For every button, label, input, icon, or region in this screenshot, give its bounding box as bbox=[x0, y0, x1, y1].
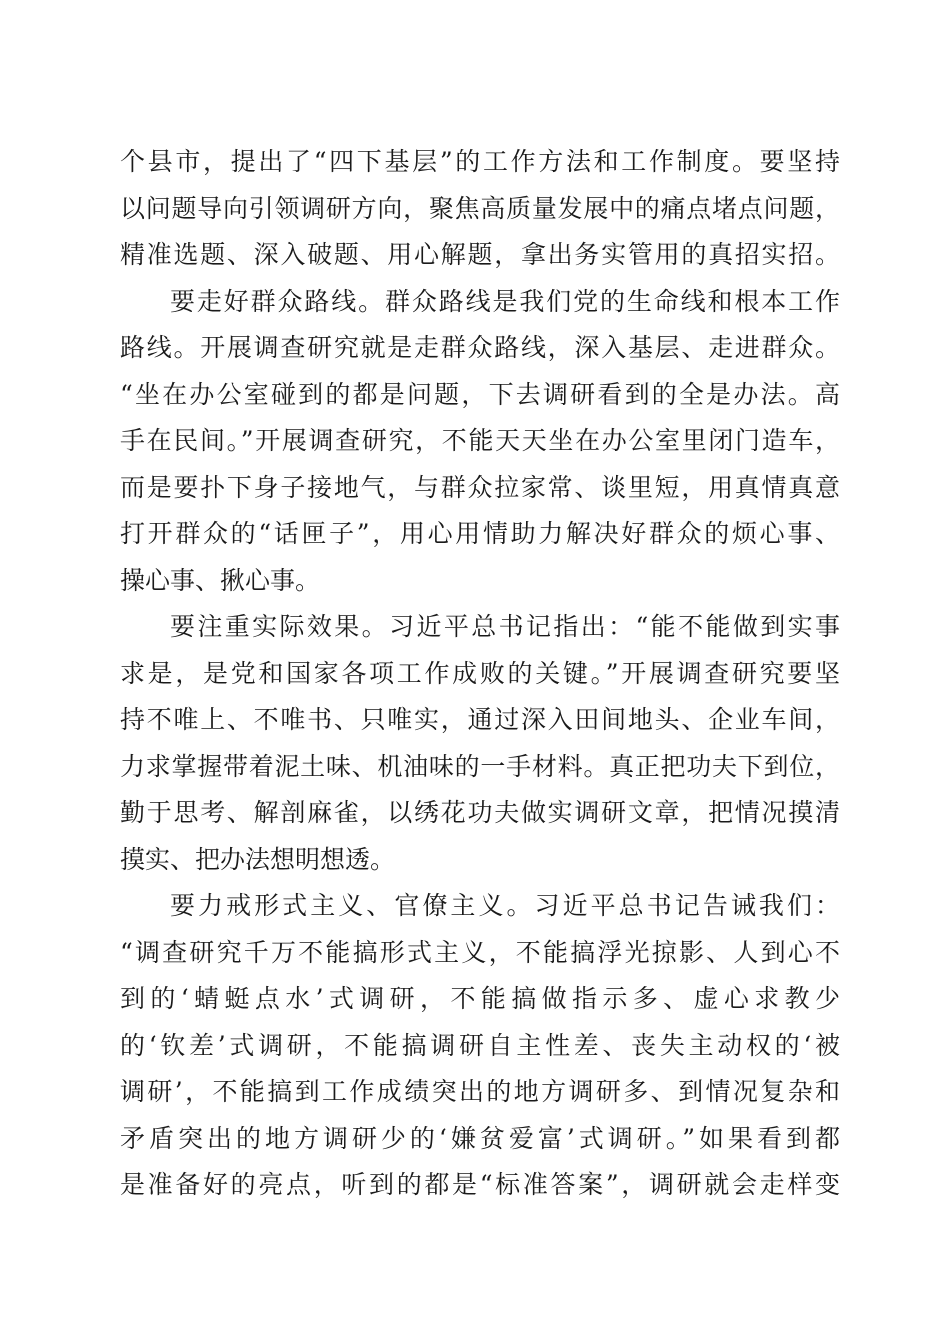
text-line: 是准备好的亮点，听到的都是“标准答案”，调研就会走样变 bbox=[120, 1170, 840, 1199]
text-line: 的‘钦差’式调研，不能搞调研自主性差、丧失主动权的‘被 bbox=[120, 1031, 840, 1060]
text-line: 持不唯上、不唯书、只唯实，通过深入田间地头、企业车间， bbox=[120, 705, 840, 734]
text-line: 求是，是党和国家各项工作成败的关键。”开展调查研究要坚 bbox=[120, 659, 840, 688]
paragraph-heading-line: 要注重实际效果。习近平总书记指出：“能不能做到实事 bbox=[170, 612, 840, 641]
text-line: 个县市，提出了“四下基层”的工作方法和工作制度。要坚持 bbox=[120, 147, 840, 176]
text-line: 到的‘蜻蜓点水’式调研，不能搞做指示多、虚心求教少 bbox=[120, 984, 840, 1013]
paragraph-heading-line: 要走好群众路线。群众路线是我们党的生命线和根本工作 bbox=[170, 287, 840, 316]
text-line: 摸实、把办法想明想透。 bbox=[120, 845, 396, 874]
text-line: 精准选题、深入破题、用心解题，拿出务实管用的真招实招。 bbox=[120, 240, 840, 269]
text-line: 调研’，不能搞到工作成绩突出的地方调研多、到情况复杂和 bbox=[120, 1077, 840, 1106]
text-line: 力求掌握带着泥土味、机油味的一手材料。真正把功夫下到位， bbox=[120, 752, 840, 781]
text-line: 打开群众的“话匣子”，用心用情助力解决好群众的烦心事、 bbox=[120, 519, 840, 548]
text-line: 勤于思考、解剖麻雀，以绣花功夫做实调研文章，把情况摸清 bbox=[120, 798, 840, 827]
text-line: “调查研究千万不能搞形式主义，不能搞浮光掠影、人到心不 bbox=[120, 938, 840, 967]
paragraph-heading-line: 要力戒形式主义、官僚主义。习近平总书记告诫我们： bbox=[170, 891, 840, 920]
text-line: 以问题导向引领调研方向，聚焦高质量发展中的痛点堵点问题， bbox=[120, 194, 840, 223]
text-line: 手在民间。”开展调查研究，不能天天坐在办公室里闭门造车， bbox=[120, 426, 840, 455]
text-line: 路线。开展调查研究就是走群众路线，深入基层、走进群众。 bbox=[120, 333, 840, 362]
text-line: “坐在办公室碰到的都是问题，下去调研看到的全是办法。高 bbox=[120, 380, 840, 409]
text-line: 矛盾突出的地方调研少的‘嫌贫爱富’式调研。”如果看到都 bbox=[120, 1124, 840, 1153]
text-line: 而是要扑下身子接地气，与群众拉家常、谈里短，用真情真意 bbox=[120, 473, 840, 502]
text-line: 操心事、揪心事。 bbox=[120, 566, 321, 595]
